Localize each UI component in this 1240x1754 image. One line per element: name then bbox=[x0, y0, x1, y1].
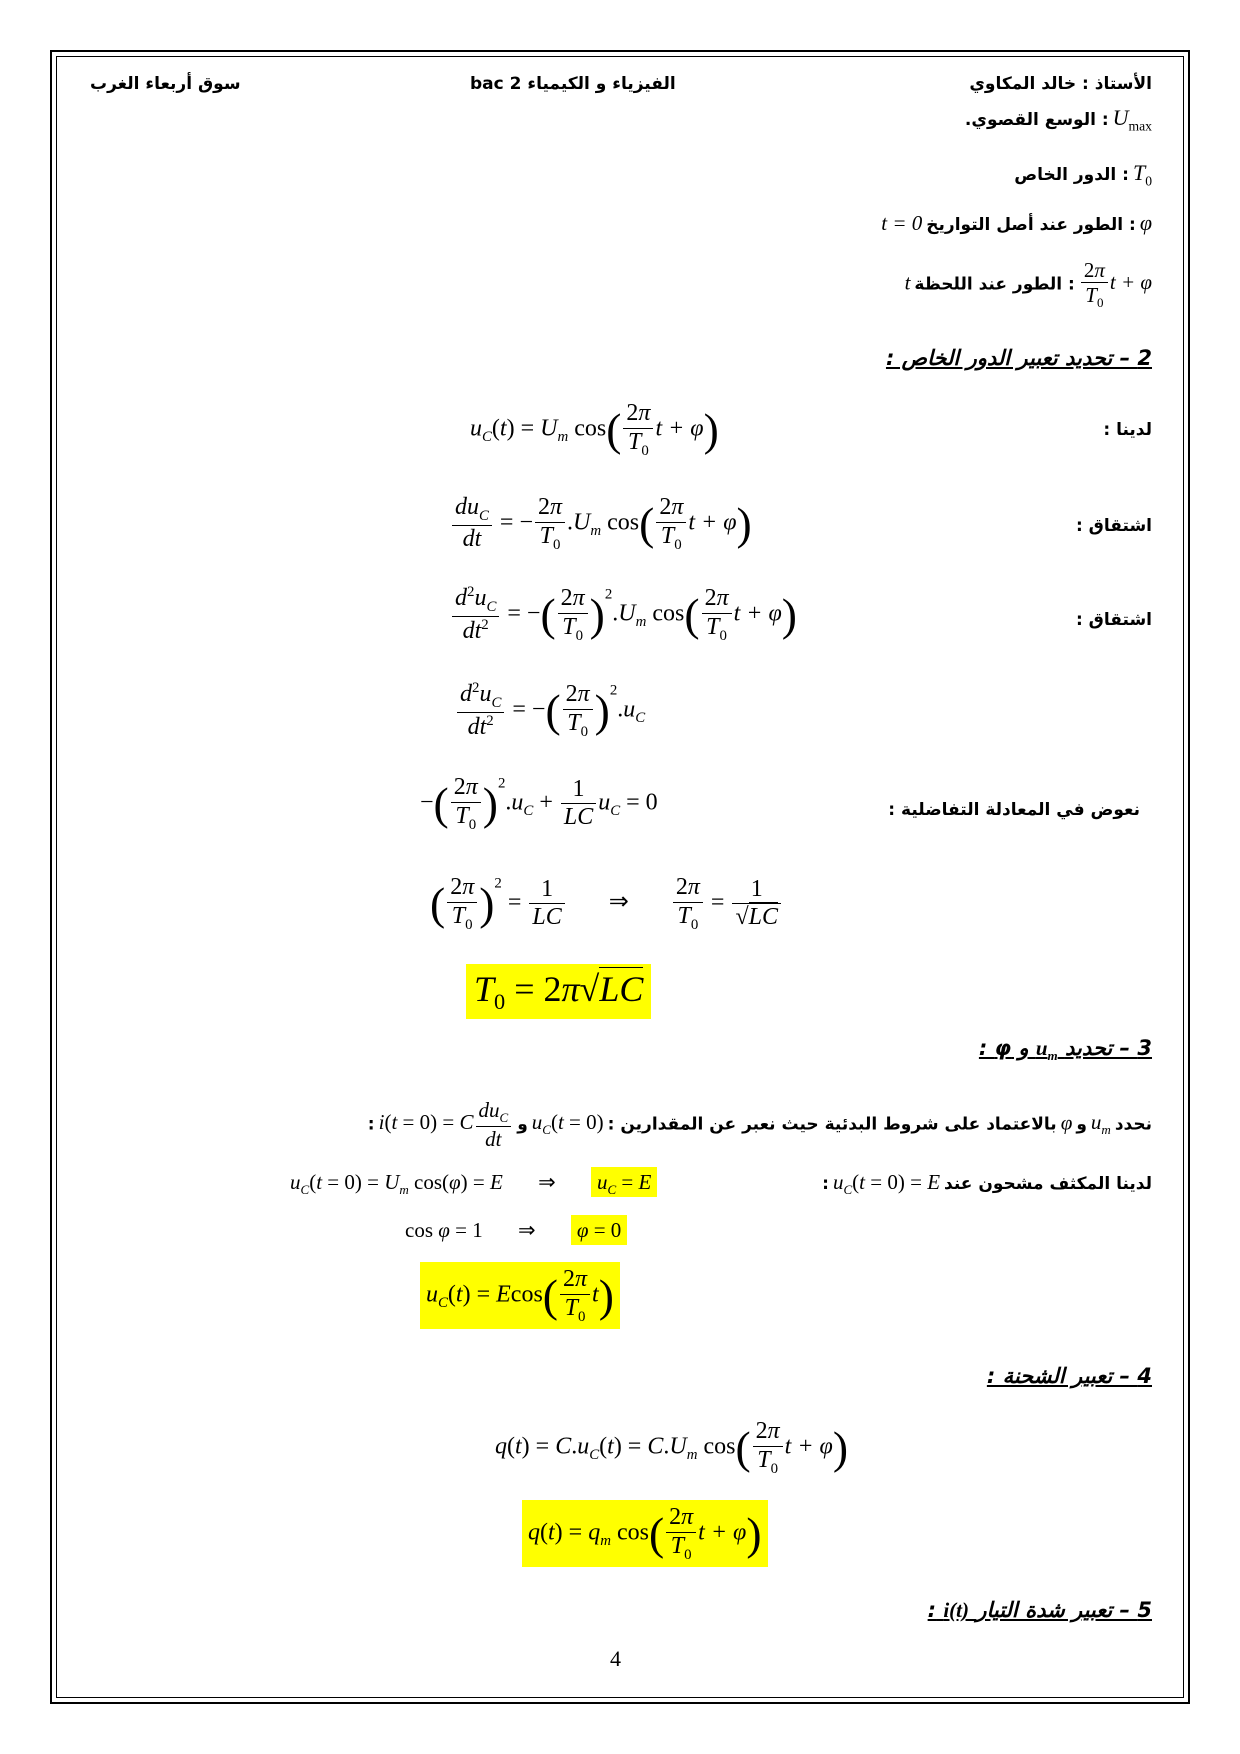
def-amplitude: $U_{max}$ : الوسع القصوي. bbox=[964, 105, 1152, 134]
label-derivative-2: اشتقاق : bbox=[1075, 610, 1152, 630]
header-subject: الفيزياء و الكيمياء 2 bac bbox=[470, 74, 676, 94]
eq-d2uc-dt2: $\frac{d^2u_C}{dt^2}$ = −( $\frac{2\pi}{T_0}$ )$^2.U_m$ cos( $\frac{2\pi}{T_0}$ t + φ) bbox=[450, 584, 797, 645]
result-uc-t: $u_C(t) = Ecos$( $\frac{2\pi}{T_0}$ t) bbox=[420, 1262, 620, 1329]
def-phase0: φ : الطور عند أصل التواريخ t = 0 bbox=[881, 210, 1152, 235]
section-3-heading: 3 – تحديد $u_m$ و φ : bbox=[978, 1036, 1152, 1064]
def-period: $T_0$ : الدور الخاص bbox=[1014, 160, 1152, 189]
eq-differential: −( $\frac{2\pi}{T_0}$ )$^2.u_C$ + $\frac{1}{LC}$ $u_C = 0$ bbox=[420, 774, 658, 833]
label-ladayna: لدينا : bbox=[1103, 420, 1152, 440]
section-4-heading: 4 – تعبير الشحنة : bbox=[986, 1364, 1152, 1388]
section-5-heading: 5 – تعبير شدة التيار i(t) : bbox=[927, 1598, 1152, 1622]
eq-initial-voltage: $u_C(t = 0) = U_m$ cos(φ) = E ⇒ $u_C = E$ bbox=[290, 1170, 657, 1198]
eq-period-derivation: ( $\frac{2\pi}{T_0}$ )$^2$ = $\frac{1}{LC}$ ⇒ $\frac{2\pi}{T_0}$ = $\frac{1}{√LC}$ bbox=[430, 874, 783, 933]
header-teacher: الأستاذ : خالد المكاوي bbox=[969, 74, 1152, 94]
label-substitute: نعوض في المعادلة التفاضلية : bbox=[888, 800, 1140, 820]
page-number: 4 bbox=[610, 1646, 621, 1671]
result-charge: $q(t) = q_m$ cos( $\frac{2\pi}{T_0}$ t + φ) bbox=[522, 1500, 768, 1567]
result-period: $T_0 = 2\pi√LC$ bbox=[466, 964, 651, 1019]
eq-d2uc-simplified: $\frac{d^2u_C}{dt^2}$ = −( $\frac{2\pi}{T_0}$ )$^2.u_C$ bbox=[455, 680, 645, 741]
header-school: سوق أربعاء الغرب bbox=[90, 74, 241, 94]
def-phase-t: $\frac{2\pi}{T_0}$ t + φ : الطور عند اللحظة t bbox=[904, 258, 1152, 311]
eq-uc-t: $u_C(t) = U_m$ cos( $\frac{2\pi}{T_0}$ t + φ) bbox=[470, 400, 719, 459]
eq-charge-expansion: $q(t) = C.u_C(t) = C.U_m$ cos( $\frac{2\pi}{T_0}$ t + φ) bbox=[495, 1418, 848, 1477]
eq-duc-dt: $\frac{du_C}{dt}$ = − $\frac{2\pi}{T_0}$ $.U_m$ cos( $\frac{2\pi}{T_0}$ t + φ) bbox=[450, 494, 752, 553]
initial-condition-label: لدينا المكثف مشحون عند $u_C(t = 0) = E$ : bbox=[822, 1170, 1152, 1198]
eq-phase-zero: cos φ = 1 ⇒ φ = 0 bbox=[405, 1218, 627, 1243]
section-3-intro: نحدد $u_m$ و φ بالاعتماد على شروط البدئية حيث نعبر عن المقدارين : $u_C(t = 0)$ و i(t = 0) = C $\frac{du_C}{dt}$ : bbox=[367, 1098, 1152, 1152]
label-derivative-1: اشتقاق : bbox=[1075, 516, 1152, 536]
section-2-heading: 2 – تحديد تعبير الدور الخاص : bbox=[885, 346, 1152, 370]
